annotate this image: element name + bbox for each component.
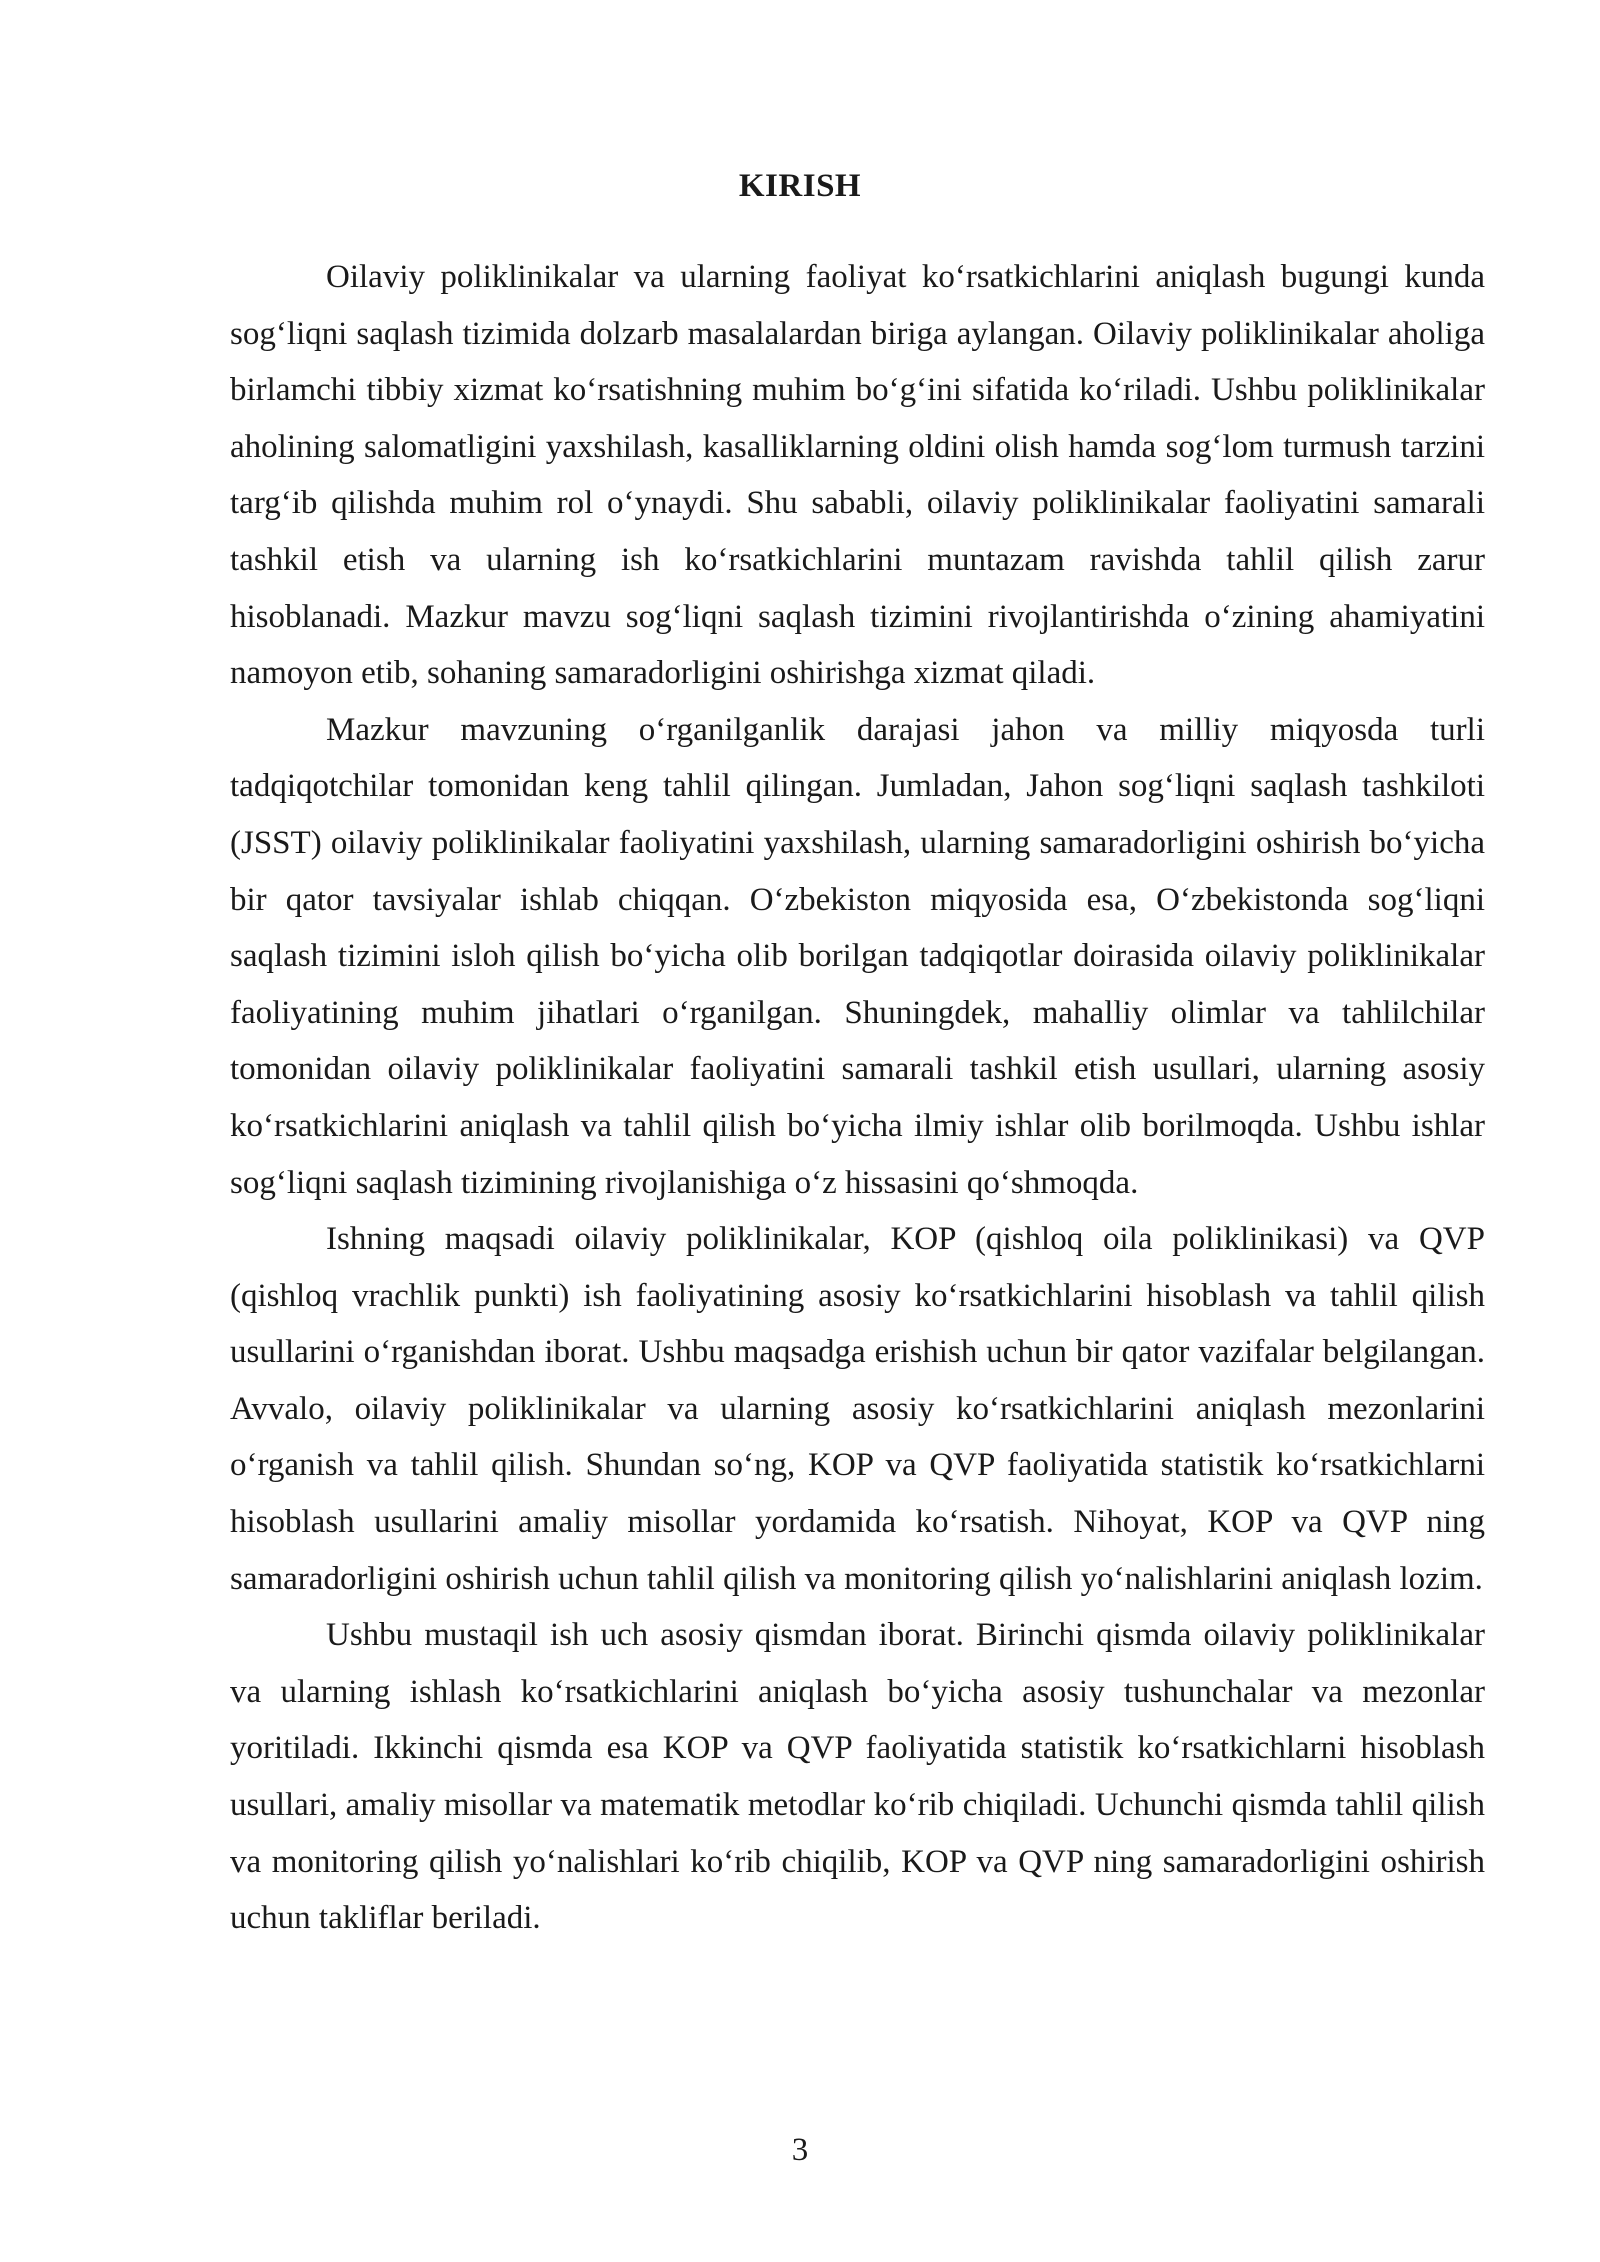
page-title: KIRISH bbox=[738, 168, 862, 204]
paragraph-goal: Ishning maqsadi oilaviy poliklinikalar, KOP (qishloq oila poliklinikasi) va QVP (qishloq vrachlik punkti) ish faoliyatining asosiy ko‘rsatkichlarini hisoblash va tahlil qilish usullarini o‘rganishdan iborat. Ushbu maqsadga erishish uchun bir qator vazifalar belgilangan. Avvalo, oilaviy poliklinikalar va ularning asosiy ko‘rsatkichlarini aniqlash mezonlarini o‘rganish va tahlil qilish. Shundan so‘ng, KOP va QVP faoliyatida statistik ko‘rsatkichlarni hisoblash usullarini amaliy misollar yordamida ko‘rsatish. Nihoyat, KOP va QVP ning samaradorligini oshirish uchun tahlil qilish va monitoring qilish yo‘nalishlarini aniqlash lozim. bbox=[230, 1221, 1485, 1597]
paragraph-relevance: Oilaviy poliklinikalar va ularning faoliyat ko‘rsatkichlarini aniqlash bugungi kunda sog‘liqni saqlash tizimida dolzarb masalalardan biriga aylangan. Oilaviy poliklinikalar aholiga birlamchi tibbiy xizmat ko‘rsatishning muhim bo‘g‘ini sifatida ko‘riladi. Ushbu poliklinikalar aholining salomatligini yaxshilash, kasalliklarning oldini olish hamda sog‘lom turmush tarzini targ‘ib qilishda muhim rol o‘ynaydi. Shu sababli, oilaviy poliklinikalar faoliyatini samarali tashkil etish va ularning ish ko‘rsatkichlarini muntazam ravishda tahlil qilish zarur hisoblanadi. Mazkur mavzu sog‘liqni saqlash tizimini rivojlantirishda o‘zining ahamiyatini namoyon etib, sohaning samaradorligini oshirishga xizmat qiladi. bbox=[230, 259, 1485, 692]
paragraph-research-level: Mazkur mavzuning o‘rganilganlik darajasi jahon va milliy miqyosda turli tadqiqotchilar tomonidan keng tahlil qilingan. Jumladan, Jahon sog‘liqni saqlash tashkiloti (JSST) oilaviy poliklinikalar faoliyatini yaxshilash, ularning samaradorligini oshirish bo‘yicha bir qator tavsiyalar ishlab chiqqan. O‘zbekiston miqyosida esa, O‘zbekistonda sog‘liqni saqlash tizimini isloh qilish bo‘yicha olib borilgan tadqiqotlar doirasida oilaviy poliklinikalar faoliyatining muhim jihatlari o‘rganilgan. Shuningdek, mahalliy olimlar va tahlilchilar tomonidan oilaviy poliklinikalar faoliyatini samarali tashkil etish usullari, ularning asosiy ko‘rsatkichlarini aniqlash va tahlil qilish bo‘yicha ilmiy ishlar olib borilmoqda. Ushbu ishlar sog‘liqni saqlash tizimining rivojlanishiga o‘z hissasini qo‘shmoqda. bbox=[230, 711, 1485, 1201]
body-text bbox=[230, 249, 1485, 1947]
page-number: 3 bbox=[791, 2132, 809, 2168]
paragraph-structure: Ushbu mustaqil ish uch asosiy qismdan iborat. Birinchi qismda oilaviy poliklinikalar va ularning ishlash ko‘rsatkichlarini aniqlash bo‘yicha asosiy tushunchalar va mezonlar yoritiladi. Ikkinchi qismda esa KOP va QVP faoliyatida statistik ko‘rsatkichlarni hisoblash usullari, amaliy misollar va matematik metodlar ko‘rib chiqiladi. Uchunchi qismda tahlil qilish va monitoring qilish yo‘nalishlari ko‘rib chiqilib, KOP va QVP ning samaradorligini oshirish uchun takliflar beriladi. bbox=[230, 1617, 1485, 1937]
